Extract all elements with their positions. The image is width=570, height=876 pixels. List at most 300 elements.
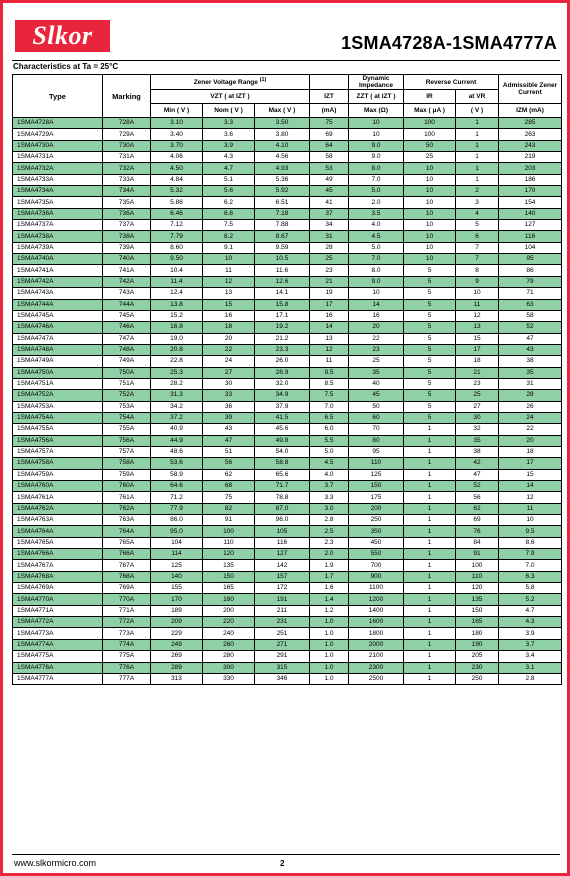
cell-vz-min: 313 [151,673,203,684]
cell-type: 1SMA4758A [13,458,103,469]
cell-type: 1SMA4764A [13,526,103,537]
cell-marking: 747A [103,333,151,344]
cell-vz-max: 10.5 [255,254,310,265]
cell-type: 1SMA4776A [13,662,103,673]
cell-vz-nom: 4.3 [203,152,255,163]
cell-vz-min: 5.32 [151,186,203,197]
cell-zzt: 20 [349,322,404,333]
cell-zzt: 9.0 [349,276,404,287]
table-row [13,481,562,492]
cell-vz-max: 157 [255,571,310,582]
cell-vr: 47 [456,469,499,480]
cell-vr: 135 [456,594,499,605]
table-row [13,549,562,560]
cell-vz-max: 211 [255,605,310,616]
cell-marking: 738A [103,231,151,242]
reverse-current-group-header: Reverse Current [404,75,499,90]
cell-vz-nom: 110 [203,537,255,548]
cell-vz-max: 41.5 [255,412,310,423]
cell-vr: 52 [456,481,499,492]
cell-type: 1SMA4760A [13,481,103,492]
cell-vz-nom: 5.6 [203,186,255,197]
cell-izm: 5.8 [499,583,562,594]
table-row [13,197,562,208]
cell-marking: 756A [103,435,151,446]
cell-vz-min: 86.0 [151,515,203,526]
cell-vz-max: 9.59 [255,242,310,253]
cell-izt: 75 [310,118,349,129]
cell-ir: 1 [404,594,456,605]
cell-vz-nom: 7.5 [203,220,255,231]
cell-zzt: 8.0 [349,163,404,174]
dynamic-impedance-group-header: Dynamic Impedance [349,75,404,90]
table-row [13,231,562,242]
cell-marking: 774A [103,639,151,650]
cell-zzt: 40 [349,378,404,389]
cell-zzt: 16 [349,310,404,321]
cell-vr: 7 [456,254,499,265]
cell-type: 1SMA4749A [13,356,103,367]
cell-vz-min: 11.4 [151,276,203,287]
cell-vr: 91 [456,549,499,560]
zener-voltage-group-header [151,75,310,90]
zener-characteristics-table [12,74,562,685]
cell-marking: 761A [103,492,151,503]
cell-vr: 9 [456,276,499,287]
cell-type: 1SMA4774A [13,639,103,650]
cell-vz-min: 31.3 [151,390,203,401]
cell-vz-max: 23.3 [255,344,310,355]
cell-vz-max: 271 [255,639,310,650]
cell-ir: 5 [404,310,456,321]
cell-ir: 50 [404,140,456,151]
cell-vz-nom: 22 [203,344,255,355]
cell-marking: 752A [103,390,151,401]
table-row [13,560,562,571]
zener-voltage-group-label: Zener Voltage Range [193,79,258,87]
cell-izm: 3.1 [499,662,562,673]
cell-izm: 11 [499,503,562,514]
cell-marking: 753A [103,401,151,412]
cell-ir: 1 [404,424,456,435]
izt-group-spacer [310,75,349,90]
table-row [13,435,562,446]
cell-zzt: 5.0 [349,242,404,253]
cell-vz-nom: 56 [203,458,255,469]
table-row [13,526,562,537]
cell-zzt: 10 [349,288,404,299]
table-row [13,605,562,616]
cell-vz-max: 116 [255,537,310,548]
cell-marking: 776A [103,662,151,673]
cell-vz-nom: 30 [203,378,255,389]
table-row [13,174,562,185]
cell-vz-max: 54.0 [255,446,310,457]
cell-izt: 1.7 [310,571,349,582]
cell-izm: 4.3 [499,617,562,628]
cell-zzt: 22 [349,333,404,344]
cell-vz-nom: 15 [203,299,255,310]
cell-vz-min: 269 [151,651,203,662]
cell-zzt: 125 [349,469,404,480]
cell-zzt: 200 [349,503,404,514]
cell-vr: 30 [456,412,499,423]
cell-zzt: 7.0 [349,174,404,185]
cell-zzt: 2000 [349,639,404,650]
cell-vr: 35 [456,435,499,446]
cell-izm: 104 [499,242,562,253]
cell-vz-max: 4.10 [255,140,310,151]
cell-ir: 5 [404,412,456,423]
cell-vz-nom: 135 [203,560,255,571]
cell-zzt: 5.0 [349,186,404,197]
cell-zzt: 60 [349,412,404,423]
cell-marking: 760A [103,481,151,492]
cell-zzt: 2500 [349,673,404,684]
cell-vz-min: 155 [151,583,203,594]
cell-izm: 58 [499,310,562,321]
table-row [13,288,562,299]
cell-vz-max: 15.8 [255,299,310,310]
cell-vz-max: 19.2 [255,322,310,333]
cell-vz-min: 8.60 [151,242,203,253]
cell-marking: 757A [103,446,151,457]
cell-type: 1SMA4739A [13,242,103,253]
cell-izt: 2.8 [310,515,349,526]
cell-vz-nom: 11 [203,265,255,276]
cell-vz-nom: 24 [203,356,255,367]
zener-voltage-note: (1) [259,77,267,84]
cell-izm: 5.2 [499,594,562,605]
cell-vr: 100 [456,560,499,571]
cell-vz-nom: 20 [203,333,255,344]
cell-ir: 5 [404,367,456,378]
cell-ir: 5 [404,356,456,367]
cell-marking: 751A [103,378,151,389]
cell-izt: 19 [310,288,349,299]
cell-zzt: 14 [349,299,404,310]
cell-vz-max: 45.6 [255,424,310,435]
cell-izm: 3.7 [499,639,562,650]
cell-izt: 17 [310,299,349,310]
cell-vz-nom: 260 [203,639,255,650]
cell-vz-nom: 165 [203,583,255,594]
ir-subheader: IR [404,90,456,104]
table-row [13,412,562,423]
cell-type: 1SMA4746A [13,322,103,333]
cell-vz-max: 4.56 [255,152,310,163]
cell-zzt: 1100 [349,583,404,594]
cell-vz-max: 17.1 [255,310,310,321]
cell-vr: 76 [456,526,499,537]
zzt-subheader: ZZT ( at IZT ) [349,90,404,104]
cell-vz-nom: 180 [203,594,255,605]
cell-type: 1SMA4730A [13,140,103,151]
cell-vz-min: 4.84 [151,174,203,185]
cell-izt: 12 [310,344,349,355]
table-row [13,276,562,287]
cell-izt: 21 [310,276,349,287]
cell-vz-nom: 27 [203,367,255,378]
cell-izm: 203 [499,163,562,174]
table-row [13,299,562,310]
cell-vr: 12 [456,310,499,321]
cell-vz-nom: 10 [203,254,255,265]
table-row [13,583,562,594]
cell-ir: 1 [404,662,456,673]
cell-zzt: 45 [349,390,404,401]
cell-type: 1SMA4734A [13,186,103,197]
cell-izm: 28 [499,390,562,401]
cell-marking: 739A [103,242,151,253]
cell-marking: 763A [103,515,151,526]
cell-izt: 1.6 [310,583,349,594]
cell-vz-nom: 68 [203,481,255,492]
table-row [13,254,562,265]
cell-marking: 735A [103,197,151,208]
cell-vr: 32 [456,424,499,435]
cell-izm: 3.9 [499,628,562,639]
cell-marking: 771A [103,605,151,616]
cell-vz-min: 4.50 [151,163,203,174]
cell-vz-max: 65.6 [255,469,310,480]
cell-marking: 765A [103,537,151,548]
cell-izm: 170 [499,186,562,197]
cell-zzt: 9.0 [349,140,404,151]
cell-ir: 1 [404,651,456,662]
cell-ir: 1 [404,583,456,594]
cell-vz-max: 7.88 [255,220,310,231]
col-type-header: Type [13,75,103,118]
cell-vz-nom: 100 [203,526,255,537]
cell-marking: 749A [103,356,151,367]
cell-ir: 1 [404,526,456,537]
table-row [13,129,562,140]
cell-zzt: 2.0 [349,197,404,208]
vr-subheader: at VR [456,90,499,104]
cell-izt: 6.0 [310,424,349,435]
unit-max-header: Max ( V ) [255,104,310,118]
cell-izm: 140 [499,208,562,219]
cell-zzt: 150 [349,481,404,492]
cell-type: 1SMA4761A [13,492,103,503]
cell-vz-nom: 75 [203,492,255,503]
cell-ir: 5 [404,265,456,276]
cell-vz-min: 10.4 [151,265,203,276]
cell-vz-min: 48.6 [151,446,203,457]
cell-izm: 52 [499,322,562,333]
cell-zzt: 70 [349,424,404,435]
cell-zzt: 3.5 [349,208,404,219]
footer-website: www.slkormicro.com [14,858,97,868]
cell-ir: 1 [404,446,456,457]
cell-vz-max: 21.2 [255,333,310,344]
cell-ir: 1 [404,549,456,560]
cell-vz-min: 104 [151,537,203,548]
cell-vr: 25 [456,390,499,401]
cell-izt: 31 [310,231,349,242]
cell-ir: 1 [404,458,456,469]
cell-ir: 1 [404,481,456,492]
page-number: 2 [280,859,285,868]
cell-izm: 20 [499,435,562,446]
cell-izt: 1.0 [310,628,349,639]
cell-vr: 17 [456,344,499,355]
cell-izt: 37 [310,208,349,219]
cell-marking: 762A [103,503,151,514]
cell-vz-nom: 47 [203,435,255,446]
cell-vr: 1 [456,140,499,151]
cell-vz-min: 40.9 [151,424,203,435]
cell-izt: 1.0 [310,662,349,673]
cell-izm: 31 [499,378,562,389]
admissible-current-group-header: Admissible Zener Current [499,75,562,104]
cell-type: 1SMA4769A [13,583,103,594]
cell-zzt: 175 [349,492,404,503]
cell-zzt: 9.0 [349,152,404,163]
cell-vr: 5 [456,220,499,231]
cell-izt: 1.9 [310,560,349,571]
cell-izm: 285 [499,118,562,129]
cell-vz-min: 64.6 [151,481,203,492]
table-row [13,662,562,673]
cell-izt: 3.0 [310,503,349,514]
cell-vz-min: 140 [151,571,203,582]
unit-izt-header: (mA) [310,104,349,118]
cell-ir: 100 [404,118,456,129]
table-row [13,378,562,389]
table-row [13,390,562,401]
col-marking-header: Marking [103,75,151,118]
cell-vz-min: 229 [151,628,203,639]
cell-vz-min: 7.12 [151,220,203,231]
cell-ir: 1 [404,469,456,480]
table-row [13,163,562,174]
cell-izt: 2.0 [310,549,349,560]
cell-type: 1SMA4737A [13,220,103,231]
cell-ir: 1 [404,605,456,616]
cell-vz-nom: 200 [203,605,255,616]
cell-type: 1SMA4753A [13,401,103,412]
cell-vr: 110 [456,571,499,582]
cell-vz-max: 191 [255,594,310,605]
cell-vz-max: 71.7 [255,481,310,492]
unit-zzt-header: Max (Ω) [349,104,404,118]
cell-vz-min: 37.2 [151,412,203,423]
cell-vz-nom: 82 [203,503,255,514]
cell-type: 1SMA4745A [13,310,103,321]
cell-marking: 732A [103,163,151,174]
table-row [13,446,562,457]
cell-izm: 8.6 [499,537,562,548]
cell-marking: 772A [103,617,151,628]
cell-type: 1SMA4762A [13,503,103,514]
cell-izm: 127 [499,220,562,231]
cell-izm: 154 [499,197,562,208]
cell-vz-max: 11.6 [255,265,310,276]
cell-izt: 58 [310,152,349,163]
cell-vz-min: 71.2 [151,492,203,503]
cell-marking: 742A [103,276,151,287]
cell-zzt: 4.5 [349,231,404,242]
cell-type: 1SMA4743A [13,288,103,299]
unit-vr-header: ( V ) [456,104,499,118]
cell-ir: 5 [404,401,456,412]
table-row [13,140,562,151]
cell-ir: 100 [404,129,456,140]
cell-vr: 165 [456,617,499,628]
table-row [13,401,562,412]
table-row [13,571,562,582]
cell-vz-nom: 13 [203,288,255,299]
cell-zzt: 2300 [349,662,404,673]
document-title: 1SMA4728A-1SMA4777A [341,33,557,53]
cell-vz-nom: 3.3 [203,118,255,129]
cell-vz-nom: 330 [203,673,255,684]
cell-marking: 764A [103,526,151,537]
cell-vr: 230 [456,662,499,673]
cell-vr: 21 [456,367,499,378]
table-row [13,333,562,344]
cell-vz-min: 12.4 [151,288,203,299]
unit-nom-header: Nom ( V ) [203,104,255,118]
cell-izt: 34 [310,220,349,231]
cell-vr: 10 [456,288,499,299]
cell-zzt: 350 [349,526,404,537]
cell-vr: 4 [456,208,499,219]
cell-vz-nom: 18 [203,322,255,333]
cell-vz-min: 22.8 [151,356,203,367]
cell-vr: 23 [456,378,499,389]
cell-vz-min: 16.8 [151,322,203,333]
cell-izt: 1.0 [310,639,349,650]
cell-vz-max: 127 [255,549,310,560]
cell-type: 1SMA4740A [13,254,103,265]
cell-marking: 773A [103,628,151,639]
cell-zzt: 550 [349,549,404,560]
cell-vr: 27 [456,401,499,412]
cell-zzt: 10 [349,129,404,140]
cell-vz-nom: 43 [203,424,255,435]
cell-ir: 10 [404,163,456,174]
cell-type: 1SMA4744A [13,299,103,310]
cell-izt: 1.0 [310,651,349,662]
table-row [13,344,562,355]
table-row [13,458,562,469]
table-row [13,322,562,333]
cell-izm: 219 [499,152,562,163]
cell-izm: 18 [499,446,562,457]
cell-vz-max: 3.80 [255,129,310,140]
cell-vz-max: 96.0 [255,515,310,526]
cell-vr: 1 [456,129,499,140]
cell-izm: 2.8 [499,673,562,684]
cell-marking: 730A [103,140,151,151]
cell-marking: 729A [103,129,151,140]
cell-vr: 1 [456,118,499,129]
cell-marking: 766A [103,549,151,560]
cell-vz-nom: 16 [203,310,255,321]
table-row [13,617,562,628]
cell-marking: 758A [103,458,151,469]
cell-type: 1SMA4755A [13,424,103,435]
cell-ir: 1 [404,628,456,639]
cell-vz-max: 251 [255,628,310,639]
unit-min-header: Min ( V ) [151,104,203,118]
cell-ir: 5 [404,322,456,333]
cell-vz-min: 170 [151,594,203,605]
cell-ir: 1 [404,537,456,548]
